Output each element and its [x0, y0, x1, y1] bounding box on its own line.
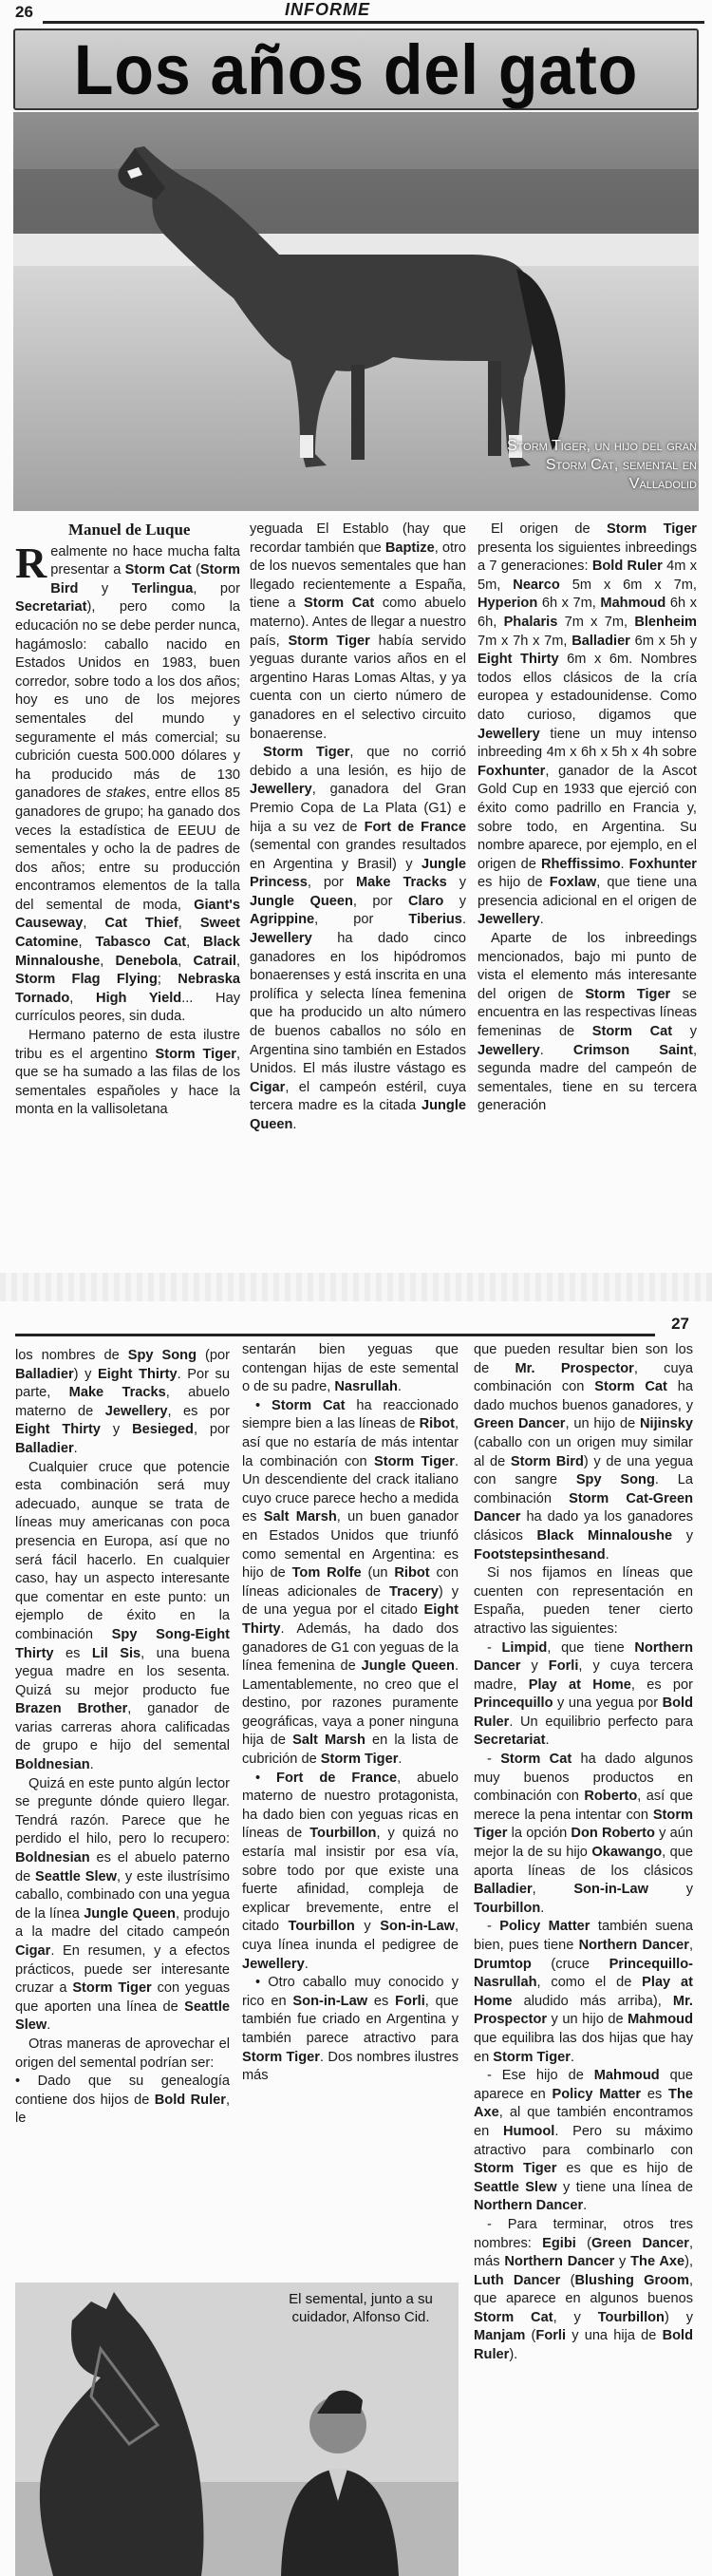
handler-photo: [15, 2282, 459, 2576]
photo-caption: Storm Tiger, un hijo del gran Storm Cat, semental en Valladolid: [506, 438, 697, 492]
paragraph: • Storm Cat ha reaccionado siempre bien a las líneas de Ribot, así que no estaría de más intentar la combinación con Storm Tiger. Un descendiente del crack italiano cuyo cruce parece hecho a medida es Salt Marsh, un buen ganador en Estados Unidos que triunfó como semental en Argentina: es hijo de Tom Rolfe (un Ribot con líneas adicionales de Tracery) y de una yegua por el citado Eight Thirty. Además, ha dado dos ganadores de G1 con yeguas de la línea femenina de Jungle Queen. Lamentablemente, no creo que el destino, por razones puramente geográficas, vaya a poner ninguna hija de Salt Marsh en la lista de cubrición de Storm Tiger.: [242, 1397, 459, 1768]
drop-cap: R: [15, 538, 47, 587]
paragraph: Cualquier cruce que potencie esta combinación será muy adecuado, aunque se trata de líneas muy americanas con poca presencia en Europa, así que no será fácil hacerlo. En cualquier caso, hay un aspecto interesante que comentar en este punto: un ejemplo de éxito en la combinación Spy Song-Eight Thirty es Lil Sis, una buena yegua madre en los sesenta. Quizá su mejor producto fue Brazen Brother, ganador de varias carreras ahora calificadas de grupo e hijo del semental Boldnesian.: [15, 1459, 230, 1773]
paragraph: • Otro caballo muy conocido y rico en Son-in-Law es Forli, que también fue criado en Argentina y también parece atractivo para Storm Tiger. Dos nombres ilustres más: [242, 1975, 459, 2084]
paragraph: Hermano paterno de esta ilustre tribu es el argentino Storm Tiger, que se ha sumado a las filas de los sementales españoles y hace la monta en la vallisoletana: [15, 1028, 240, 1118]
article-column-1: [15, 521, 240, 1120]
page-number: 26: [15, 3, 33, 21]
article-column-2: [250, 521, 466, 1135]
paragraph: • Dado que su genealogía contiene dos hijos de Bold Ruler, le: [15, 2074, 231, 2127]
horse-photo: [13, 112, 699, 511]
paragraph: que pueden resultar bien son los de Mr. Prospector, cuya combinación con Storm Cat ha dado muchos buenos ganadores, y Green Dancer, un hijo de Nijinsky (caballo con un origen muy similar al de Storm Bird) y de una yegua con sangre Spy Song. La combinación Storm Cat-Green Dancer ha dado ya los ganadores clásicos Black Minnaloushe y Footstepsinthesand.: [474, 1342, 694, 1563]
header-rule: [15, 1334, 655, 1336]
header-rule: [43, 21, 704, 24]
paragraph: - Storm Cat ha dado algunos muy buenos productos en combinación con Roberto, así que merece la pena intentar con Storm Tiger la opción Don Roberto y aún mejor la de su hijo Okawango, que aporta líneas de los clásicos Balladier, Son-in-Law y Tourbillon.: [474, 1752, 694, 1916]
page-number: 27: [671, 1315, 689, 1333]
page-26: [0, 0, 712, 1273]
paragraph: yeguada El Establo (hay que recordar también que Baptize, otro de los nuevos sementales que han llegado recientemente a España, tiene a Storm Cat como abuelo materno). Antes de llegar a nuestro país, Storm Tiger había servido yeguas durante varios años en el argentino Haras Lomas Altas, y ya cuenta con un cierto número de ganadores en el selectivo circuito bonaerense.: [250, 521, 467, 742]
paragraph: • Fort de France, abuelo materno de nuestro protagonista, ha dado bien con yeguas ricas en líneas de Tourbillon, y quizá no estaría mal insistir por esa vía, sobre todo por que existe una fuerte afinidad, compleja de explicar brevemente, entre el citado Tourbillon y Son-in-Law, cuya línea inunda el pedigree de Jewellery.: [242, 1770, 459, 1972]
paragraph: - Limpid, que tiene Northern Dancer y Forli, y cuya tercera madre, Play at Home, es por Princequillo y una yegua por Bold Ruler. Un equilibrio perfecto para Secretariat.: [474, 1639, 694, 1749]
page-divider: [0, 1273, 712, 1301]
headline-band: [13, 28, 699, 110]
paragraph: sentarán bien yeguas que contengan hijas de este semental o de su padre, Nasrullah.: [242, 1342, 459, 1395]
article-column-4: [15, 1347, 230, 2129]
headline: Los años del gato: [73, 29, 639, 109]
paragraph: Aparte de los inbreedings mencionados, bajo mi punto de vista el elemento más interesante del origen de Storm Tiger se encuentra en las respectivas líneas femeninas de Storm Cat y Jewellery. Crimson Saint, segunda madre del campeón de sementales, tiene en su tercera generación: [478, 931, 697, 1114]
paragraph: - Ese hijo de Mahmoud que aparece en Policy Matter es The Axe, al que también encontramos en Humool. Pero su máximo atractivo para combinarlo con Storm Tiger es que es hijo de Seattle Slew y tiene una línea de Northern Dancer.: [474, 2068, 694, 2214]
byline: Manuel de Luque: [68, 521, 191, 539]
paragraph: Otras maneras de aprovechar el origen del semental podrían ser:: [15, 2036, 230, 2071]
article-column-5: [242, 1341, 459, 2086]
paragraph: Storm Tiger, que no corrió debido a una lesión, es hijo de Jewellery, ganadora del Gran Premio Copa de La Plata (G1) e hija a su vez de Fort de France (semental con grandes resultados en Argentina y Brasil) y Jungle Princess, por Make Tracks y Jungle Queen, por Claro y Agrippine, por Tiberius. Jewellery ha dado cinco ganadores en los hipódromos bonaerenses y está inscrita en una prolífica y selecta línea femenina que ha producido un alto número de buenos caballos no sólo en Argentina sino también en Estados Unidos. El más ilustre vástago es Cigar, el campeón estéril, cuya tercera madre es la citada Jungle Queen.: [250, 745, 466, 1132]
paragraph: - Policy Matter también suena bien, pues tiene Northern Dancer, Drumtop (cruce Princequillo-Nasrullah, como el de Play at Home aludido más arriba), Mr. Prospector y un hijo de Mahmoud que equilibra las dos hijas que hay en Storm Tiger.: [474, 1919, 693, 2065]
horse-and-handler-illustration: [15, 2282, 459, 2576]
paragraph: El origen de Storm Tiger presenta los siguientes inbreedings a 7 generaciones: Bold Ruler 4m x 5m, Nearco 5m x 6m x 7m, Hyperion 6h x 7m, Mahmoud 6h x 6h, Phalaris 7m x 7m, Blenheim 7m x 7h x 7m, Balladier 6m x 5h y Eight Thirty 6m x 6m. Nombres todos ellos clásicos de la cría europea y estadounidense. Como dato curioso, digamos que Jewellery tiene un muy intenso inbreeding 4m x 6h x 5h x 4h sobre Foxhunter, ganador de la Ascot Gold Cup en 1933 que ejerció con éxito como padrillo en Francia y, sobre todo, en Argentina. Su nombre aparece, por ejemplo, en el origen de Rheffissimo. Foxhunter es hijo de Foxlaw, que tiene una presencia adicional en el origen de Jewellery.: [478, 521, 698, 928]
paragraph: Si nos fijamos en líneas que cuenten con representación en España, pueden tener cierto atractivo las siguientes:: [474, 1565, 693, 1637]
paragraph: Quizá en este punto algún lector se pregunte dónde quiero llegar. Tendrá razón. Parece que he perdido el hilo, pero lo recupero: Boldnesian es el abuelo paterno de Seattle Slew, y este ilustrísimo caballo, combinado con una yegua de la línea Jungle Queen, produjo a la madre del citado campeón Cigar. En resumen, y a efectos prácticos, puede ser interesante cruzar a Storm Tiger con yeguas que aporten una línea de Seattle Slew.: [15, 1775, 231, 2034]
paragraph: - Para terminar, otros tres nombres: Egibi (Green Dancer, más Northern Dancer y The Axe), Luth Dancer (Blushing Groom, que aparece en algunos buenos Storm Cat, y Tourbillon) y Manjam (Forli y una hija de Bold Ruler).: [474, 2216, 694, 2363]
section-label: INFORME: [285, 0, 370, 19]
article-column-3: [478, 521, 697, 1116]
paragraph: Realmente no hace mucha falta presentar a Storm Cat (Storm Bird y Terlingua, por Secretariat), pero como la educación no se debe perder nunca, hagámoslo: caballo nacido en Estados Unidos en 1983, buen corredor, sobre todo a los dos años; hoy es uno de los mejores sementales del mundo y seguramente el más comercial; su cubrición cuesta 500.000 dólares y ha producido más de 130 ganadores de stakes, entre ellos 85 ganadores de grupo; ha ganado dos veces la estadística de EEUU de sementales y ocho la de padres de dos años; entre su producción encontramos elementos de la talla del semental de moda, Giant's Causeway, Cat Thief, Sweet Catomine, Tabasco Cat, Black Minnaloushe, Denebola, Catrail, Storm Flag Flying; Nebraska Tornado, High Yield... Hay currículos peores, sin duda.: [15, 538, 241, 1025]
article-column-6: [474, 1341, 693, 2365]
paragraph: los nombres de Spy Song (por Balladier) y Eight Thirty. Por su parte, Make Tracks, abuelo materno de Jewellery, es por Eight Thirty y Besieged, por Balladier.: [15, 1348, 231, 1456]
page-27: [0, 1301, 712, 2576]
photo-caption: El semental, junto a su cuidador, Alfonso Cid.: [289, 2291, 433, 2325]
